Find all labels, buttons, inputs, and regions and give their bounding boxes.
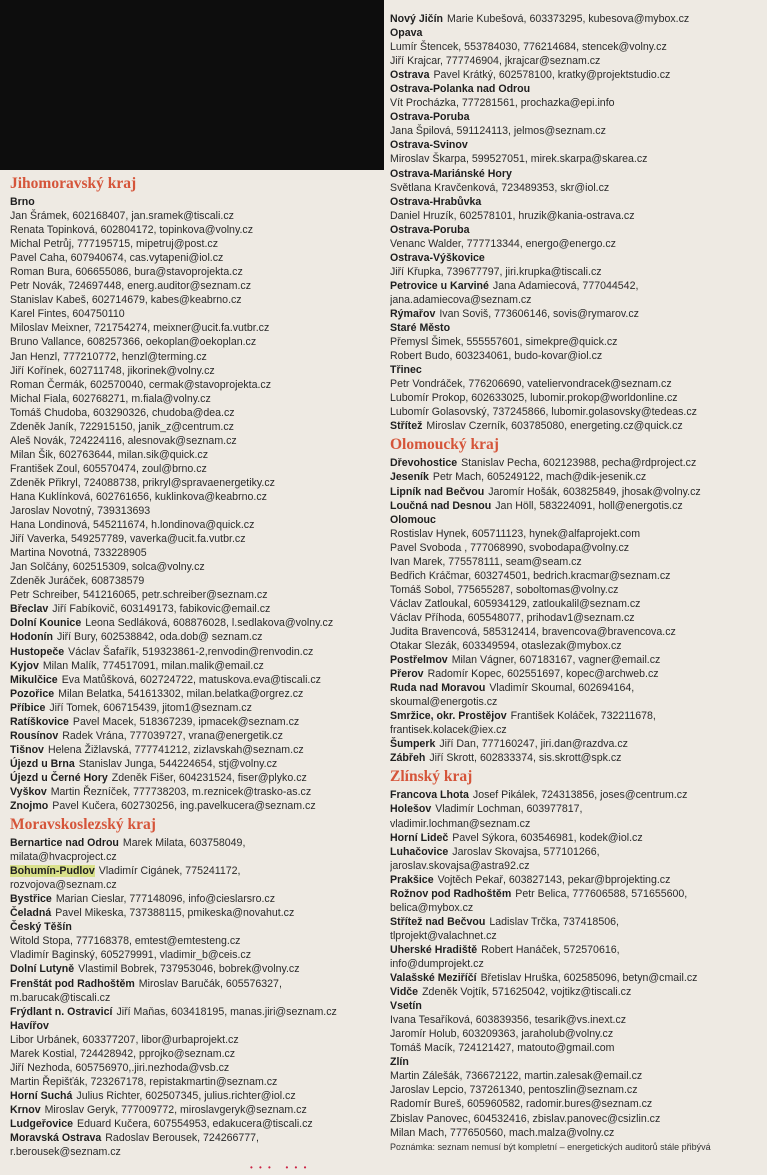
city-name: Uherské Hradiště: [390, 943, 478, 956]
contact-line: Václav Příhoda, 605548077, prihodav1@seznam.cz: [390, 611, 635, 624]
directory-entry: [390, 887, 760, 901]
city-name: Příbice: [10, 701, 46, 714]
contact-text: Miroslav Geryk, 777009772, miroslavgeryk@seznam.cz: [44, 1103, 307, 1116]
city-name: Rožnov pod Radhoštěm: [390, 887, 512, 900]
city-name: Vsetín: [390, 1000, 422, 1013]
contact-line: Vladimír Baginský, 605279991, vladimir_b@ceis.cz: [10, 949, 251, 962]
contact-text: Jaromír Hošák, 603825849, jhosak@volny.cz: [488, 485, 701, 498]
contact-line: Roman Bura, 606655086, bura@stavoprojekta.cz: [10, 266, 243, 279]
directory-entry: [390, 279, 760, 293]
contact-line: Jan Solčány, 602515309, solca@volny.cz: [10, 561, 205, 574]
city-name: Prakšice: [390, 873, 434, 886]
directory-entry: [10, 962, 382, 976]
city-name: Ostrava-Poruba: [390, 111, 470, 124]
contact-line: Lumír Štencek, 553784030, 776214684, stencek@volny.cz: [390, 41, 667, 54]
city-heading: [390, 251, 760, 265]
city-name: Horní Suchá: [10, 1089, 73, 1102]
region-heading: Moravskoslezský kraj: [10, 816, 156, 834]
city-name: Ostrava: [390, 69, 430, 82]
contact-line: belica@mybox.cz: [390, 901, 474, 914]
contact-text: Eduard Kučera, 607554953, edakucera@tiscali.cz: [77, 1118, 313, 1130]
contact-text: Stanislav Pecha, 602123988, pecha@rdproject.cz: [461, 457, 697, 470]
contact-line: Pavel Caha, 607940674, cas.vytapeni@iol.cz: [10, 252, 224, 265]
contact-text: Ladislav Trčka, 737418506,: [489, 915, 619, 928]
city-name: Břeclav: [10, 603, 49, 616]
contact-line: Jan Šrámek, 602168407, jan.sramek@tiscali.cz: [10, 210, 234, 223]
directory-entry: [10, 1131, 382, 1145]
contact-line: Milan Šik, 602763644, milan.sik@quick.cz: [10, 448, 209, 461]
directory-entry: [10, 729, 382, 743]
directory-entry: [10, 977, 382, 991]
contact-line: Hana Kuklínková, 602761656, kuklinkova@keabrno.cz: [10, 490, 267, 503]
directory-entry: [390, 485, 760, 499]
directory-entry: [10, 1117, 382, 1131]
contact-line: Jaroslav Lepcio, 737261340, pentoszlin@seznam.cz: [390, 1084, 638, 1097]
city-name: Moravská Ostrava: [10, 1132, 102, 1145]
contact-line: Ivana Tesaříková, 603839356, tesarik@vs.inext.cz: [390, 1014, 627, 1027]
city-heading: [390, 363, 760, 377]
contact-line: Jiří Křupka, 739677797, jiri.krupka@tiscali.cz: [390, 265, 602, 278]
contact-line: Martin Zálešák, 736672122, martin.zalesak@email.cz: [390, 1070, 643, 1083]
contact-line: Zdeněk Janík, 722915150, janik_z@centrum.cz: [10, 420, 234, 433]
contact-line: Martina Novotná, 733228905: [10, 547, 147, 560]
contact-text: Martin Řezníček, 777738203, m.reznicek@trasko-as.cz: [50, 785, 312, 798]
city-name: Frenštát pod Radhoštěm: [10, 977, 135, 990]
city-name: Střítež nad Bečvou: [390, 915, 486, 928]
city-name: Bystřice: [10, 893, 52, 906]
contact-text: Marek Milata, 603758049,: [122, 837, 246, 850]
directory-entry: [390, 456, 760, 470]
contact-line: Witold Stopa, 777168378, emtest@emtesteng.cz: [10, 935, 241, 948]
city-name: Ruda nad Moravou: [390, 682, 486, 695]
city-name: Opava: [390, 27, 423, 40]
contact-line: Roman Čermák, 602570040, cermak@stavoprojekta.cz: [10, 378, 272, 391]
directory-entry: [390, 12, 760, 26]
contact-text: Robert Hanáček, 572570616,: [481, 943, 620, 956]
contact-text: Miroslav Baručák, 605576327,: [138, 977, 282, 990]
city-name: Vidče: [390, 986, 419, 999]
directory-entry: [10, 771, 382, 785]
directory-entry: [390, 737, 760, 751]
city-heading: [390, 223, 760, 237]
contact-line: Martin Řepišťák, 723267178, repistakmartin@seznam.cz: [10, 1075, 278, 1088]
city-name: Holešov: [390, 803, 432, 816]
contact-line: Pavel Svoboda , 777068990, svobodapa@volny.cz: [390, 541, 630, 554]
directory-entry: [10, 687, 382, 701]
city-name: Třinec: [390, 364, 422, 377]
contact-text: Eva Matůšková, 602724722, matuskova.eva@tiscali.cz: [61, 673, 321, 686]
directory-entry: [390, 831, 760, 845]
contact-text: Helena Žižlavská, 777741212, zizlavskah@seznam.cz: [47, 743, 304, 756]
contact-text: Pavel Macek, 518367239, ipmacek@seznam.cz: [72, 715, 300, 728]
directory-entry: [390, 68, 760, 82]
city-name: Luhačovice: [390, 845, 449, 858]
city-name: Mikulčice: [10, 673, 58, 686]
city-name: Postřelmov: [390, 654, 448, 667]
city-name: Tišnov: [10, 743, 44, 756]
directory-entry: [390, 788, 760, 802]
contact-text: Milan Vágner, 607183167, vagner@email.cz: [451, 654, 661, 667]
contact-text: Radomír Kopec, 602551697, kopec@archweb.cz: [427, 668, 659, 681]
contact-line: Hana Londinová, 545211674, h.londinova@quick.cz: [10, 519, 255, 532]
city-name: Znojmo: [10, 800, 49, 813]
contact-line: Karel Fintes, 604750110: [10, 308, 125, 321]
directory-entry: [10, 602, 382, 616]
contact-line: info@dumprojekt.cz: [390, 958, 484, 970]
contact-line: Bruno Vallance, 608257366, oekoplan@oekoplan.cz: [10, 336, 257, 349]
contact-text: Jiří Maňas, 603418195, manas.jiri@seznam.cz: [116, 1005, 337, 1018]
contact-line: Světlana Kravčenková, 723489353, skr@iol.cz: [390, 181, 610, 194]
contact-line: frantisek.kolacek@iex.cz: [390, 724, 507, 737]
contact-line: Jaromír Holub, 603209363, jaraholub@volny.cz: [390, 1028, 614, 1041]
city-heading: [10, 1019, 382, 1033]
contact-line: Judita Bravencová, 585312414, bravencova@bravencova.cz: [390, 625, 676, 638]
contact-line: Lubomír Golasovský, 737245866, lubomir.golasovsky@tedeas.cz: [390, 406, 697, 419]
contact-text: Jiří Skrott, 602833374, sis.skrott@spk.cz: [429, 752, 622, 765]
city-heading: [390, 321, 760, 335]
contact-line: Petr Novák, 724697448, energ.auditor@seznam.cz: [10, 280, 252, 293]
city-heading: [390, 110, 760, 124]
city-name: Smržice, okr. Prostějov: [390, 710, 507, 723]
city-name: Přerov: [390, 668, 424, 681]
city-heading: [390, 999, 760, 1013]
contact-text: Jiří Tomek, 606715439, jitom1@seznam.cz: [49, 701, 252, 714]
directory-entry: [10, 1103, 382, 1117]
city-name: Petrovice u Karviné: [390, 279, 489, 292]
city-name: Hodonín: [10, 631, 53, 644]
city-name: Čeladná: [10, 907, 52, 920]
city-name: Ostrava-Výškovice: [390, 251, 485, 264]
city-name: Brno: [10, 196, 35, 208]
city-heading: [390, 1055, 760, 1069]
directory-entry: [10, 715, 382, 729]
directory-entry: [390, 709, 760, 723]
city-name: Jeseník: [390, 471, 429, 484]
contact-line: Petr Vondráček, 776206690, vateliervondracek@seznam.cz: [390, 378, 672, 391]
directory-entry: [10, 1089, 382, 1103]
directory-entry: [10, 630, 382, 644]
directory-entry: [390, 915, 760, 929]
directory-entry: [10, 785, 382, 799]
directory-entry: [390, 943, 760, 957]
contact-text: Ivan Soviš, 773606146, sovis@rymarov.cz: [439, 307, 639, 320]
city-name: Krnov: [10, 1103, 41, 1116]
city-name: Kyjov: [10, 659, 39, 672]
directory-entry: [390, 419, 760, 433]
contact-line: Zbislav Panovec, 604532416, zbislav.panovec@csizlin.cz: [390, 1112, 661, 1125]
directory-entry: [10, 906, 382, 920]
contact-line: Marek Kostial, 724428942, pprojko@seznam.cz: [10, 1047, 236, 1060]
right-column: [390, 12, 760, 1172]
city-name: Francova Lhota: [390, 789, 469, 802]
contact-text: Pavel Krátký, 602578100, kratky@projektstudio.cz: [433, 69, 671, 82]
city-heading: [390, 513, 760, 527]
directory-entry: [10, 799, 382, 813]
directory-entry: [10, 616, 382, 630]
city-name: Hustopeče: [10, 645, 65, 658]
contact-line: Miloslav Meixner, 721754274, meixner@ucit.fa.vutbr.cz: [10, 322, 270, 335]
contact-line: vladimir.lochman@seznam.cz: [390, 817, 531, 830]
contact-line: jaroslav.skovajsa@astra92.cz: [390, 859, 530, 872]
left-column: [10, 172, 382, 1172]
contact-line: Lubomír Prokop, 602633025, lubomir.prokop@worldonline.cz: [390, 392, 678, 405]
contact-text: Petr Belica, 777606588, 571655600,: [515, 887, 688, 900]
directory-entry: [10, 659, 382, 673]
city-name: Střítež: [390, 420, 423, 433]
city-name: Nový Jičín: [390, 13, 443, 25]
contact-text: Pavel Kučera, 602730256, ing.pavelkucera@seznam.cz: [52, 800, 316, 813]
contact-text: Leona Sedláková, 608876028, l.sedlakova@volny.cz: [85, 617, 334, 630]
contact-text: Julius Richter, 602507345, julius.richter@iol.cz: [76, 1089, 296, 1102]
contact-line: Miroslav Škarpa, 599527051, mirek.skarpa@skarea.cz: [390, 153, 648, 166]
contact-line: Václav Zatloukal, 605934129, zatloukalil@seznam.cz: [390, 597, 641, 610]
city-heading: [390, 167, 760, 181]
directory-entry: [10, 701, 382, 715]
directory-entry: [390, 499, 760, 513]
contact-line: Jiří Kořínek, 602711748, jikorinek@volny.cz: [10, 364, 215, 377]
contact-line: Jan Henzl, 777210772, henzl@terming.cz: [10, 350, 207, 363]
contact-line: Zdeněk Přikryl, 724088738, prikryl@spravaenergetiky.cz: [10, 476, 275, 489]
contact-text: Jana Adamiecová, 777044542,: [492, 279, 639, 292]
contact-text: Břetislav Hruška, 602585096, betyn@cmail.cz: [480, 972, 698, 985]
contact-line: Vít Procházka, 777281561, prochazka@epi.info: [390, 97, 615, 110]
contact-line: Libor Urbánek, 603377207, libor@urbaprojekt.cz: [10, 1033, 239, 1046]
contact-line: Venanc Walder, 777713344, energo@energo.cz: [390, 237, 616, 250]
contact-text: Radek Vrána, 777039727, vrana@energetik.cz: [62, 729, 283, 742]
contact-line: Aleš Novák, 724224116, alesnovak@seznam.cz: [10, 434, 237, 447]
contact-text: Vlastimil Bobrek, 737953046, bobrek@volny.cz: [78, 963, 300, 976]
contact-line: Renata Topinková, 602804172, topinkova@volny.cz: [10, 224, 253, 237]
footnote: Poznámka: seznam nemusí být kompletní – energetických auditorů stále přibývá: [390, 1141, 711, 1152]
contact-text: Jan Höll, 583224091, holl@energotis.cz: [495, 499, 683, 512]
contact-text: Marie Kubešová, 603373295, kubesova@mybox.cz: [447, 13, 690, 25]
contact-line: Stanislav Kabeš, 602714679, kabes@keabrno.cz: [10, 294, 242, 307]
city-heading: [390, 138, 760, 152]
contact-text: Marian Cieslar, 777148096, info@cieslarsro.cz: [55, 893, 276, 906]
city-name: Rousínov: [10, 729, 59, 742]
directory-entry: [390, 653, 760, 667]
contact-line: Michal Petrůj, 777195715, mipetruj@post.cz: [10, 238, 219, 251]
city-name: Dolní Kounice: [10, 617, 82, 630]
city-name: Zlín: [390, 1056, 409, 1069]
directory-entry: [10, 645, 382, 659]
contact-line: Petr Schreiber, 541216065, petr.schreiber@seznam.cz: [10, 589, 268, 602]
contact-text: Jiří Bury, 602538842, oda.dob@ seznam.cz: [56, 631, 263, 644]
directory-entry: [390, 681, 760, 695]
contact-line: Milan Mach, 777650560, mach.malza@volny.cz: [390, 1126, 615, 1139]
contact-line: Robert Budo, 603234061, budo-kovar@iol.cz: [390, 350, 603, 363]
region-heading: Jihomoravský kraj: [10, 175, 137, 192]
contact-text: Josef Pikálek, 724313856, joses@centrum.cz: [472, 789, 688, 802]
contact-line: Rostislav Hynek, 605711123, hynek@alfaprojekt.com: [390, 527, 641, 540]
contact-line: m.barucak@tiscali.cz: [10, 991, 111, 1004]
directory-entry: [10, 892, 382, 906]
city-name: Havířov: [10, 1019, 49, 1032]
contact-text: Jiří Dan, 777160247, jiri.dan@razdva.cz: [439, 738, 628, 751]
footer-dots: • • • • • •: [250, 1163, 309, 1172]
city-heading: [390, 82, 760, 96]
contact-text: Milan Malík, 774517091, milan.malik@email.cz: [42, 659, 264, 672]
contact-text: Vladimír Cigánek, 775241172,: [98, 865, 241, 878]
city-name: Bernartice nad Odrou: [10, 837, 119, 850]
directory-entry: [10, 864, 382, 878]
contact-line: Radomír Bureš, 605960582, radomir.bures@seznam.cz: [390, 1098, 653, 1111]
contact-text: Jiří Fabíkovič, 603149173, fabikovic@email.cz: [52, 603, 271, 616]
contact-text: Vladimír Lochman, 603977817,: [435, 803, 583, 816]
city-name: Újezd u Černé Hory: [10, 771, 108, 784]
contact-line: Otakar Slezák, 603349594, otaslezak@mybox.cz: [390, 640, 622, 653]
directory-entry: [390, 985, 760, 999]
city-heading: [10, 920, 382, 934]
city-name: Staré Město: [390, 322, 451, 335]
city-name: Ostrava-Svinov: [390, 139, 468, 152]
city-name: Újezd u Brna: [10, 757, 75, 770]
city-name: Dolní Lutyně: [10, 963, 75, 976]
contact-line: Jana Špilová, 591124113, jelmos@seznam.cz: [390, 125, 606, 138]
contact-text: Miroslav Czerník, 603785080, energeting.cz@quick.cz: [426, 420, 683, 433]
contact-text: Vladimír Skoumal, 602694164,: [489, 682, 635, 695]
city-heading: [390, 26, 760, 40]
city-name: Bohumín-Pudlov: [10, 865, 95, 878]
contact-line: Jiří Nezhoda, 605756970,.jiri.nezhoda@vsb.cz: [10, 1061, 230, 1074]
contact-line: Bedřich Kráčmar, 603274501, bedrich.kracmar@seznam.cz: [390, 569, 671, 582]
city-name: Pozořice: [10, 687, 55, 700]
contact-line: Tomáš Sobol, 775655287, soboltomas@volny.cz: [390, 583, 619, 596]
contact-line: Ivan Marek, 775578111, seam@seam.cz: [390, 555, 582, 568]
contact-text: Stanislav Junga, 544224654, stj@volny.cz: [78, 757, 278, 770]
contact-line: r.berousek@seznam.cz: [10, 1146, 121, 1159]
contact-text: Vojtěch Pekař, 603827143, pekar@bprojekting.cz: [437, 873, 671, 886]
city-name: Šumperk: [390, 738, 436, 751]
city-name: Ostrava-Hrabůvka: [390, 195, 482, 208]
contact-text: Zdeněk Vojtík, 571625042, vojtikz@tiscali.cz: [422, 986, 632, 999]
contact-line: Jiří Krajcar, 777746904, jkrajcar@seznam.cz: [390, 55, 601, 68]
contact-line: Tomáš Macík, 724121427, matouto@gmail.com: [390, 1042, 615, 1055]
contact-line: skoumal@energotis.cz: [390, 696, 498, 709]
contact-line: Jaroslav Novotný, 739313693: [10, 505, 151, 518]
directory-entry: [390, 845, 760, 859]
city-name: Ratíškovice: [10, 715, 69, 728]
contact-text: Václav Šafařík, 519323861-2,renvodin@renvodin.cz: [68, 645, 314, 658]
directory-entry: [390, 470, 760, 484]
contact-line: milata@hvacproject.cz: [10, 851, 117, 864]
black-redaction-block: [0, 0, 384, 170]
contact-text: Milan Belatka, 541613302, milan.belatka@orgrez.cz: [58, 687, 304, 700]
city-name: Zábřeh: [390, 752, 426, 765]
contact-text: Zdeněk Fišer, 604231524, fiser@plyko.cz: [111, 771, 307, 784]
directory-entry: [390, 971, 760, 985]
city-name: Ludgeřovice: [10, 1118, 73, 1130]
directory-entry: [390, 667, 760, 681]
directory-entry: [390, 802, 760, 816]
directory-entry: [390, 307, 760, 321]
region-heading: Zlínský kraj: [390, 768, 473, 786]
contact-text: Jaroslav Skovajsa, 577101266,: [452, 845, 600, 858]
city-name: Horní Lideč: [390, 831, 449, 844]
directory-entry: [10, 836, 382, 850]
contact-line: František Zoul, 605570474, zoul@brno.cz: [10, 462, 207, 475]
city-name: Český Těšín: [10, 921, 72, 934]
city-name: Lipník nad Bečvou: [390, 485, 485, 498]
city-heading: [10, 195, 382, 209]
city-name: Rýmařov: [390, 307, 436, 320]
contact-line: tlprojekt@valachnet.cz: [390, 929, 497, 942]
city-name: Loučná nad Desnou: [390, 499, 492, 512]
directory-entry: [10, 743, 382, 757]
city-heading: [390, 195, 760, 209]
contact-line: Daniel Hruzík, 602578101, hruzik@kania-ostrava.cz: [390, 209, 635, 222]
contact-line: Jiří Vaverka, 549257789, vaverka@ucit.fa.vutbr.cz: [10, 533, 246, 546]
city-name: Valašské Meziříčí: [390, 972, 477, 985]
city-name: Ostrava-Mariánské Hory: [390, 167, 512, 180]
contact-text: František Koláček, 732211678,: [510, 710, 656, 723]
city-name: Ostrava-Polanka nad Odrou: [390, 83, 531, 96]
directory-entry: [390, 751, 760, 765]
contact-text: Petr Mach, 605249122, mach@dik-jesenik.cz: [432, 471, 647, 484]
region-heading: Olomoucký kraj: [390, 436, 499, 454]
contact-line: jana.adamiecova@seznam.cz: [390, 293, 532, 306]
contact-line: Tomáš Chudoba, 603290326, chudoba@dea.cz: [10, 406, 235, 419]
city-name: Olomouc: [390, 513, 436, 526]
city-name: Dřevohostice: [390, 457, 458, 470]
contact-line: Zdeněk Juráček, 608738579: [10, 575, 145, 588]
contact-text: Radoslav Berousek, 724266777,: [105, 1132, 259, 1145]
directory-entry: [10, 673, 382, 687]
city-name: Frýdlant n. Ostravicí: [10, 1005, 113, 1018]
contact-text: Pavel Sýkora, 603546981, kodek@iol.cz: [452, 831, 643, 844]
contact-line: rozvojova@seznam.cz: [10, 879, 117, 892]
contact-line: Přemysl Šimek, 555557601, simekpre@quick.cz: [390, 336, 618, 349]
directory-entry: [10, 757, 382, 771]
contact-text: Pavel Mikeska, 737388115, pmikeska@novahut.cz: [55, 907, 295, 920]
directory-entry: [10, 1005, 382, 1019]
contact-line: Michal Fiala, 602768271, m.fiala@volny.cz: [10, 392, 211, 405]
city-name: Ostrava-Poruba: [390, 223, 470, 236]
directory-entry: [390, 873, 760, 887]
city-name: Vyškov: [10, 785, 47, 798]
